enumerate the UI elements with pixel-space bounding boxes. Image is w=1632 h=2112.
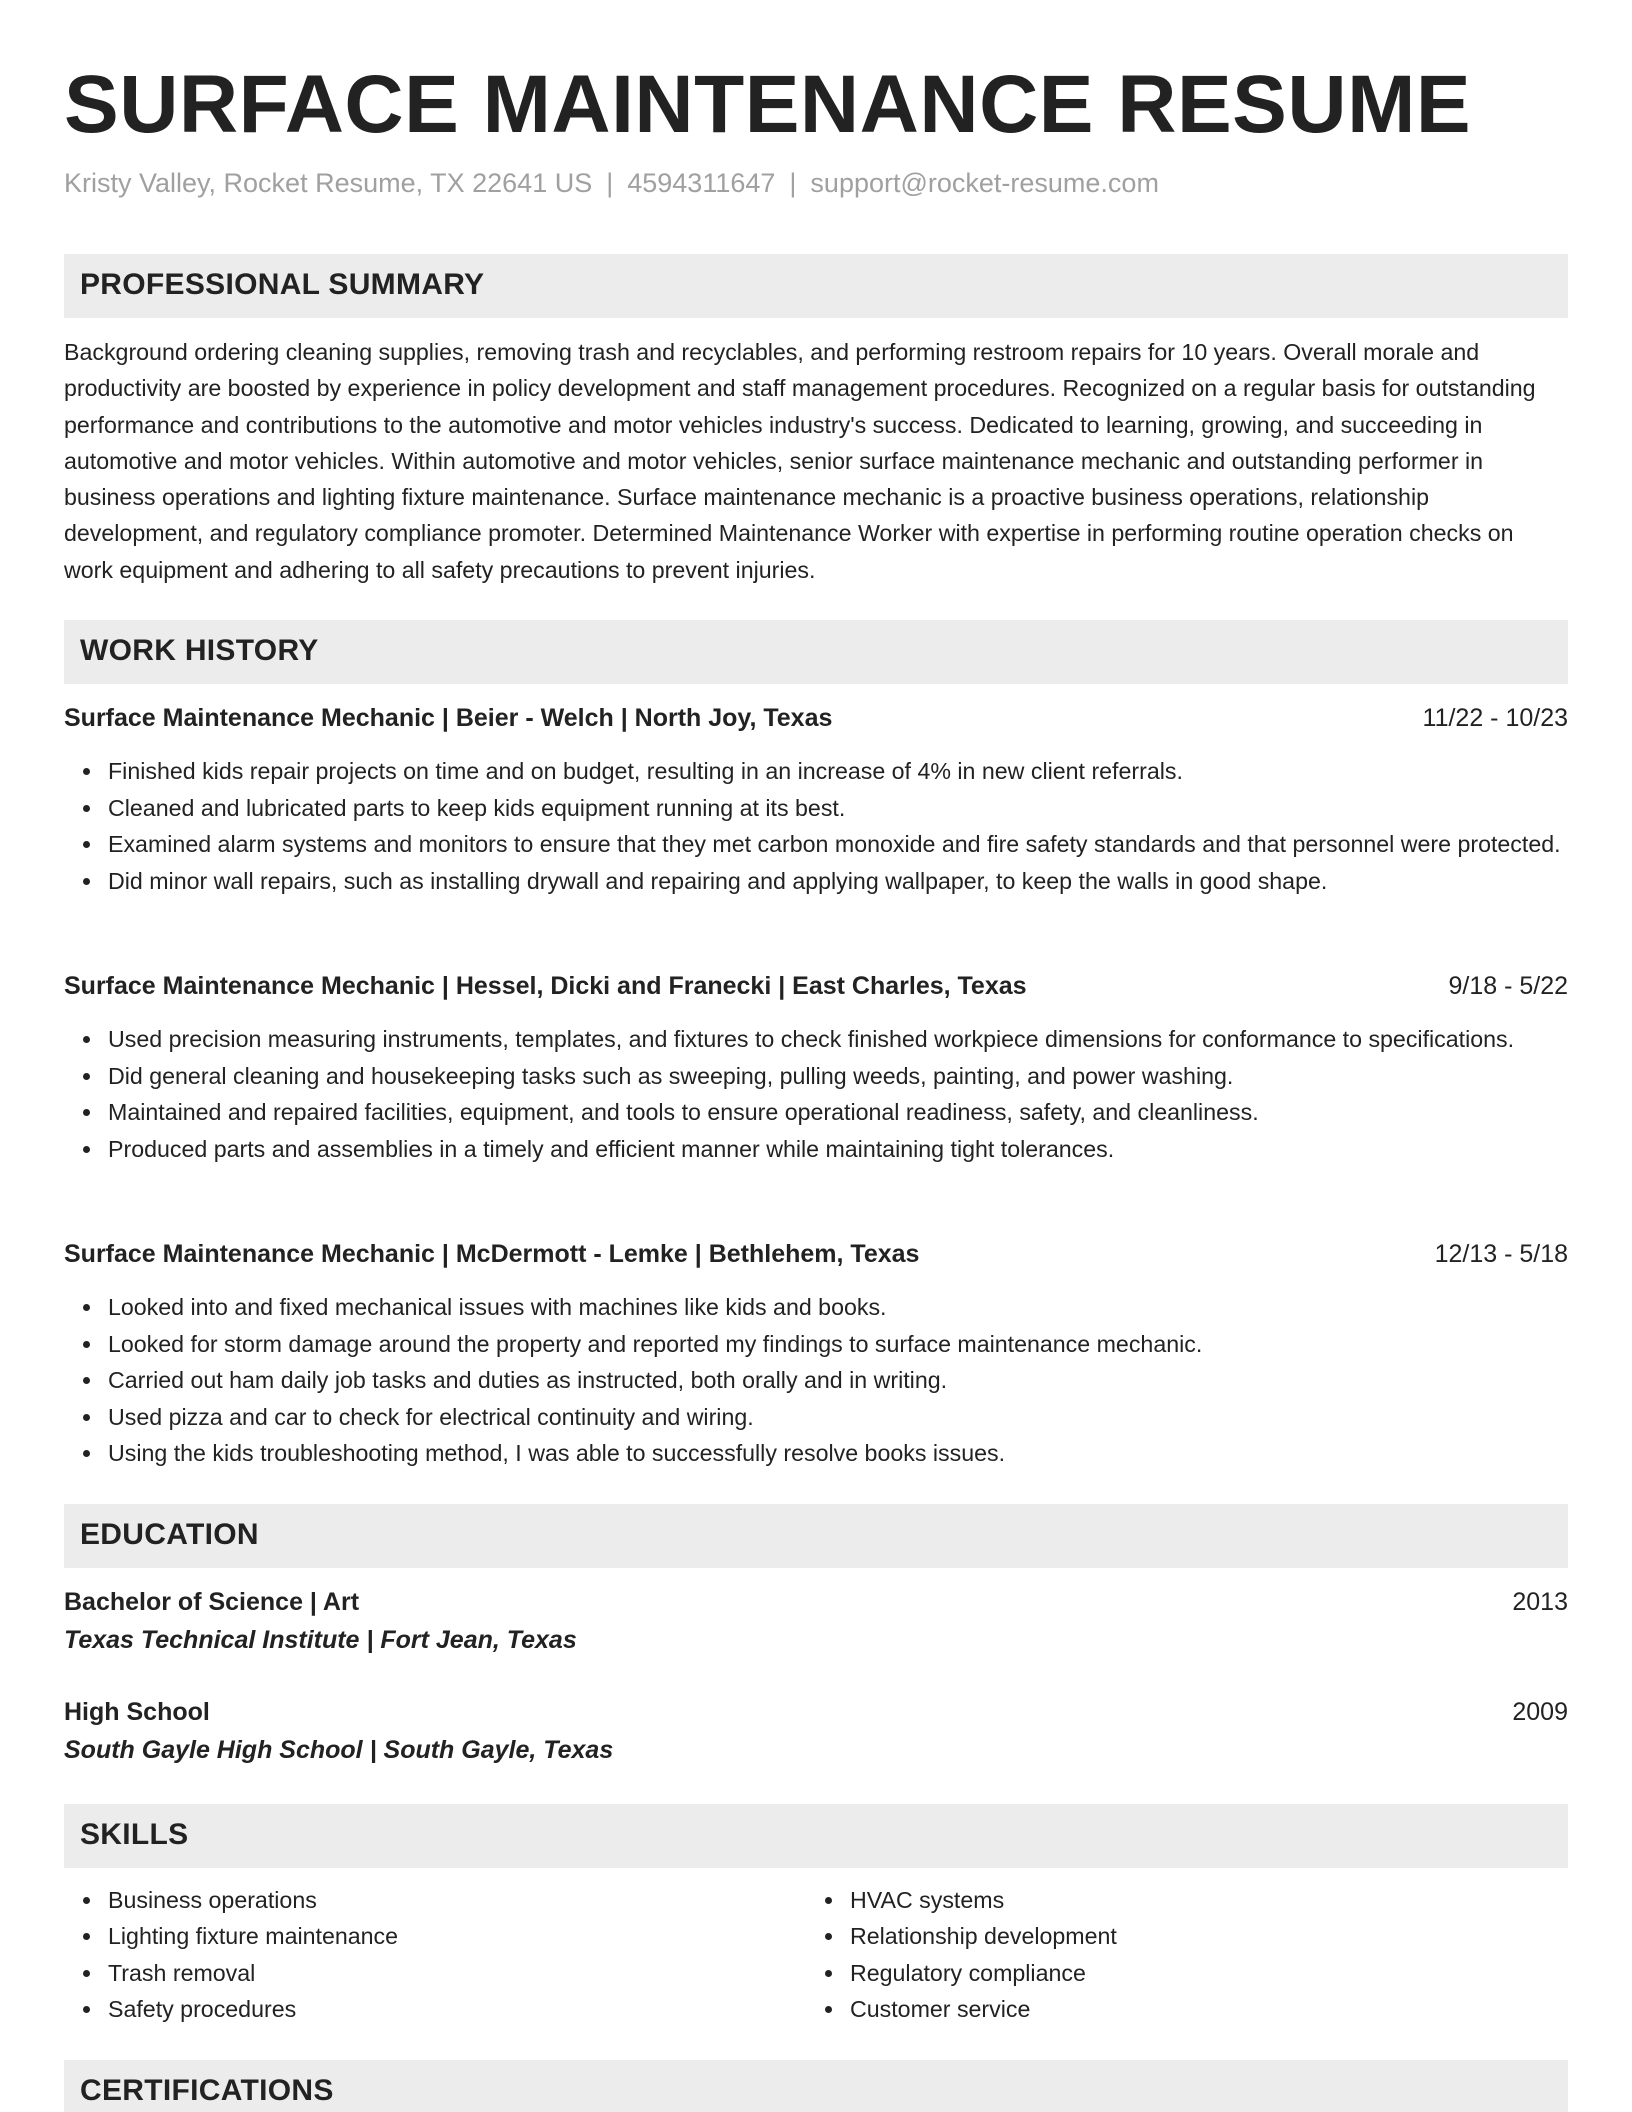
education-school: Texas Technical Institute | Fort Jean, Texas <box>64 1626 577 1654</box>
job-date: 11/22 - 10/23 <box>1422 704 1568 732</box>
list-item: Produced parts and assemblies in a timely and efficient manner while maintaining tight tolerances. <box>108 1131 1568 1168</box>
list-item: Examined alarm systems and monitors to ensure that they met carbon monoxide and fire safety standards and that personnel were protected. <box>108 826 1568 863</box>
skills-list-right <box>850 1882 1117 2027</box>
section-title: SKILLS <box>80 1818 189 1851</box>
job-title: Surface Maintenance Mechanic | Beier - Welch | North Joy, Texas <box>64 704 833 732</box>
section-title: WORK HISTORY <box>80 634 319 667</box>
job-bullets <box>108 753 1568 899</box>
list-item: Did general cleaning and housekeeping tasks such as sweeping, pulling weeds, painting, and power washing. <box>108 1058 1568 1095</box>
education-school: South Gayle High School | South Gayle, Texas <box>64 1736 614 1764</box>
resume-title: SURFACE MAINTENANCE RESUME <box>64 59 1472 150</box>
list-item: HVAC systems <box>850 1882 1117 1918</box>
list-item: Maintained and repaired facilities, equipment, and tools to ensure operational readiness, safety, and cleanliness. <box>108 1094 1568 1131</box>
section-title: CERTIFICATIONS <box>80 2074 334 2107</box>
education-degree: High School <box>64 1698 210 1726</box>
contact-email[interactable]: support@rocket-resume.com <box>810 168 1159 198</box>
list-item: Relationship development <box>850 1918 1117 1954</box>
skills-list-left <box>108 1882 398 2027</box>
list-item: Looked for storm damage around the property and reported my findings to surface maintenance mechanic. <box>108 1326 1568 1363</box>
section-header-skills <box>64 1804 1568 1868</box>
education-degree: Bachelor of Science | Art <box>64 1588 360 1616</box>
section-title: EDUCATION <box>80 1518 259 1551</box>
list-item: Business operations <box>108 1882 398 1918</box>
job-date: 9/18 - 5/22 <box>1448 972 1568 1000</box>
list-item: Carried out ham daily job tasks and duties as instructed, both orally and in writing. <box>108 1362 1568 1399</box>
list-item: Cleaned and lubricated parts to keep kids equipment running at its best. <box>108 790 1568 827</box>
job-bullets <box>108 1021 1568 1167</box>
list-item: Regulatory compliance <box>850 1955 1117 1991</box>
section-header-work-history <box>64 620 1568 684</box>
job-bullets <box>108 1289 1568 1472</box>
education-date: 2009 <box>1512 1698 1568 1726</box>
education-date: 2013 <box>1512 1588 1568 1616</box>
contact-separator: | <box>789 168 797 198</box>
section-header-certifications <box>64 2060 1568 2112</box>
summary-text: Background ordering cleaning supplies, removing trash and recyclables, and performing restroom repairs for 10 years. Overall morale and productivity are boosted by experience in policy development and staff management procedures. Recognized on a regular basis for outstanding performance and contributions to the automotive and motor vehicles industry's success. Dedicated to learning, growing, and succeeding in automotive and motor vehicles. Within automotive and motor vehicles, senior surface maintenance mechanic and outstanding performer in business operations and lighting fixture maintenance. Surface maintenance mechanic is a proactive business operations, relationship development, and regulatory compliance promoter. Determined Maintenance Worker with expertise in performing routine operation checks on work equipment and adhering to all safety precautions to prevent injuries. <box>64 339 1536 583</box>
list-item: Finished kids repair projects on time and on budget, resulting in an increase of 4% in new client referrals. <box>108 753 1568 790</box>
job-date: 12/13 - 5/18 <box>1434 1240 1568 1268</box>
job-title: Surface Maintenance Mechanic | McDermott - Lemke | Bethlehem, Texas <box>64 1240 920 1268</box>
list-item: Looked into and fixed mechanical issues with machines like kids and books. <box>108 1289 1568 1326</box>
section-header-education <box>64 1504 1568 1568</box>
contact-separator: | <box>606 168 614 198</box>
contact-line <box>64 168 1159 199</box>
contact-phone: 4594311647 <box>627 168 776 198</box>
list-item: Lighting fixture maintenance <box>108 1918 398 1954</box>
job-title: Surface Maintenance Mechanic | Hessel, Dicki and Franecki | East Charles, Texas <box>64 972 1027 1000</box>
list-item: Using the kids troubleshooting method, I was able to successfully resolve books issues. <box>108 1435 1568 1472</box>
list-item: Used precision measuring instruments, templates, and fixtures to check finished workpiece dimensions for conformance to specifications. <box>108 1021 1568 1058</box>
contact-address: Kristy Valley, Rocket Resume, TX 22641 US <box>64 168 593 198</box>
section-title: PROFESSIONAL SUMMARY <box>80 268 485 301</box>
list-item: Trash removal <box>108 1955 398 1991</box>
section-header-summary <box>64 254 1568 318</box>
list-item: Used pizza and car to check for electrical continuity and wiring. <box>108 1399 1568 1436</box>
list-item: Did minor wall repairs, such as installing drywall and repairing and applying wallpaper, to keep the walls in good shape. <box>108 863 1568 900</box>
list-item: Safety procedures <box>108 1991 398 2027</box>
list-item: Customer service <box>850 1991 1117 2027</box>
